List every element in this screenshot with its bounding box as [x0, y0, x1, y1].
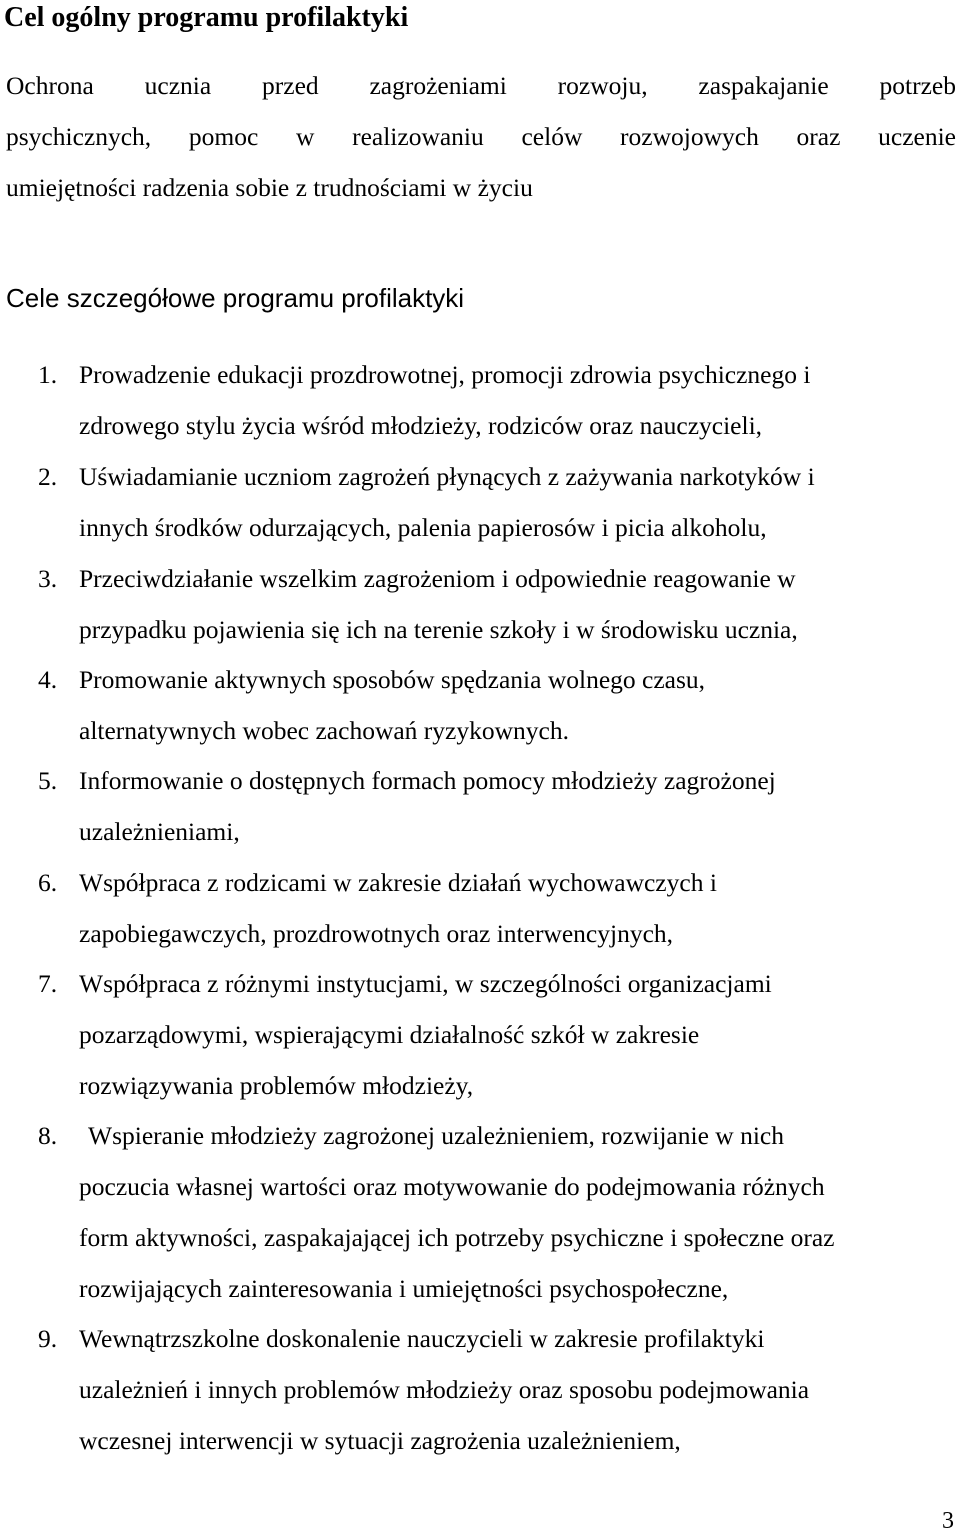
list-item-line: uzależnieniami,	[79, 817, 240, 846]
list-item-line: form aktywności, zaspakajającej ich potrzeby psychiczne i społeczne oraz	[79, 1223, 835, 1252]
list-item-text	[79, 654, 939, 756]
list-item-text	[79, 755, 939, 857]
list-item-text	[79, 1313, 939, 1466]
list-item-number: 8.	[38, 1121, 58, 1150]
list-item-line: Promowanie aktywnych sposobów spędzania wolnego czasu,	[79, 665, 706, 694]
list-item-number: 6.	[38, 868, 58, 897]
general-goal-heading: Cel ogólny programu profilaktyki	[4, 2, 409, 33]
list-item-line: uzależnień i innych problemów młodzieży oraz sposobu podejmowania	[79, 1375, 810, 1404]
page-number: 3	[942, 1508, 954, 1534]
list-item-line: alternatywnych wobec zachowań ryzykownych.	[79, 716, 569, 745]
list-item-line: wczesnej interwencji w sytuacji zagrożenia uzależnieniem,	[79, 1426, 681, 1455]
list-item-line: zapobiegawczych, prozdrowotnych oraz interwencyjnych,	[79, 919, 674, 948]
list-item-text	[79, 553, 939, 655]
list-item-number: 3.	[38, 564, 58, 593]
general-goal-line: umiejętności radzenia sobie z trudnościami w życiu	[6, 173, 533, 202]
list-item-line: Uświadamianie uczniom zagrożeń płynących z zażywania narkotyków i	[79, 462, 815, 491]
general-goal-line: psychicznych, pomoc w realizowaniu celów rozwojowych oraz uczenie	[6, 122, 956, 151]
list-item-line: innych środków odurzających, palenia papierosów i picia alkoholu,	[79, 513, 767, 542]
list-item-text	[79, 1110, 948, 1314]
list-item-number: 4.	[38, 665, 58, 694]
list-item-line: przypadku pojawienia się ich na terenie szkoły i w środowisku ucznia,	[79, 615, 798, 644]
list-item-text	[79, 958, 939, 1111]
list-item-line: poczucia własnej wartości oraz motywowanie do podejmowania różnych	[79, 1172, 825, 1201]
list-item-line: pozarządowymi, wspierającymi działalność szkół w zakresie	[79, 1020, 700, 1049]
list-item-number: 2.	[38, 462, 58, 491]
general-goal-line: Ochrona ucznia przed zagrożeniami rozwoju, zaspakajanie potrzeb	[6, 71, 956, 100]
list-item-line: Wspieranie młodzieży zagrożonej uzależnieniem, rozwijanie w nich	[88, 1121, 784, 1150]
list-item-line: Wewnątrzszkolne doskonalenie nauczycieli w zakresie profilaktyki	[79, 1324, 765, 1353]
detailed-goals-heading: Cele szczegółowe programu profilaktyki	[6, 283, 465, 313]
list-item-line: Współpraca z rodzicami w zakresie działań wychowawczych i	[79, 868, 717, 897]
list-item-text	[79, 451, 939, 553]
list-item-text	[79, 857, 939, 959]
list-item-line: Informowanie o dostępnych formach pomocy młodzieży zagrożonej	[79, 766, 776, 795]
list-item-number: 9.	[38, 1324, 58, 1353]
list-item-line: Przeciwdziałanie wszelkim zagrożeniom i odpowiednie reagowanie w	[79, 564, 796, 593]
list-item-text	[79, 349, 939, 451]
list-item-line: zdrowego stylu życia wśród młodzieży, rodziców oraz nauczycieli,	[79, 411, 763, 440]
list-item-line: Współpraca z różnymi instytucjami, w szczególności organizacjami	[79, 969, 772, 998]
list-item-line: rozwijających zainteresowania i umiejętności psychospołeczne,	[79, 1274, 729, 1303]
list-item-line: Prowadzenie edukacji prozdrowotnej, promocji zdrowia psychicznego i	[79, 360, 811, 389]
list-item-number: 7.	[38, 969, 58, 998]
list-item-line: rozwiązywania problemów młodzieży,	[79, 1071, 474, 1100]
list-item-number: 1.	[38, 360, 58, 389]
general-goal-paragraph	[6, 60, 956, 213]
list-item-number: 5.	[38, 766, 58, 795]
